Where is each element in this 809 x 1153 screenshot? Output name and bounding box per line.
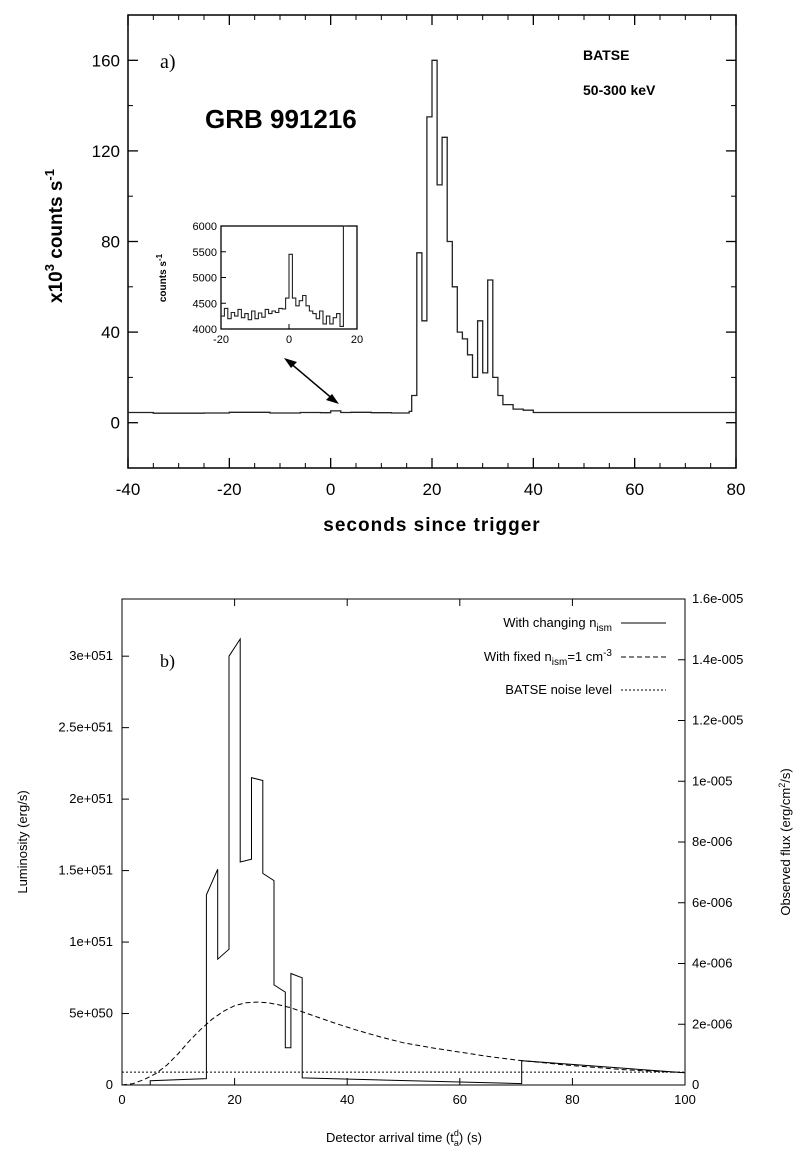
- inset-y-tick-label: 4500: [192, 298, 217, 311]
- b-x-tick-label: 100: [674, 1092, 696, 1107]
- panel-b-label: b): [160, 651, 175, 671]
- panel-a-title: GRB 991216: [205, 104, 357, 134]
- b-y-tick-label: 3e+051: [69, 648, 113, 664]
- b-y-tick-label: 5e+050: [69, 1005, 113, 1021]
- b-y2-tick-label: 1.2e-005: [692, 712, 744, 728]
- a-y-tick-label: 0: [110, 413, 120, 433]
- b-y2-tick-label: 1.4e-005: [692, 651, 744, 667]
- panel-b-y-axis-right: [678, 591, 743, 1092]
- a-x-tick-label: 0: [325, 480, 336, 499]
- b-y-tick-label: 1.5e+051: [58, 862, 113, 878]
- panel-b-y2-label: Observed flux $(erg/cm^2/s)$: [777, 768, 793, 916]
- panel-b-legend: [484, 615, 666, 697]
- panel-b-y-axis-left: [58, 648, 129, 1092]
- b-x-tick-label: 40: [339, 1092, 355, 1107]
- a-x-tick-label: 80: [726, 480, 746, 499]
- panel-a-x-label: seconds since trigger: [323, 515, 541, 536]
- a-x-tick-label: -40: [115, 480, 141, 499]
- panel-b-x-axis: [118, 599, 695, 1107]
- inset-y-tick-label: 4000: [192, 324, 217, 336]
- a-x-tick-label: -20: [217, 480, 242, 499]
- b-x-tick-label: 0: [118, 1092, 126, 1107]
- b-y2-tick-label: 1e-005: [692, 773, 733, 789]
- inset-y-tick-label: 5500: [192, 246, 217, 259]
- legend-label: With fixed $n_{ism}=1$ $cm^{-3}$: [483, 648, 612, 668]
- a-y-tick-label: 40: [101, 323, 120, 343]
- inset-y-label: counts $s^{-1}$: [155, 253, 169, 303]
- a-y-tick-label: 80: [101, 232, 120, 252]
- panel-b-y-label: Luminosity (erg/s): [15, 790, 30, 894]
- inset-x-tick-label: -20: [213, 334, 229, 346]
- b-y2-tick-label: 2e-006: [692, 1016, 733, 1032]
- b-y-tick-label: 2.5e+051: [58, 719, 113, 735]
- panel-a-label: a): [160, 51, 176, 73]
- panel-a: [42, 15, 745, 536]
- legend-label: With changing $n_{ism}$: [503, 615, 612, 634]
- series-line-solid: [150, 639, 685, 1085]
- b-y2-tick-label: 1.6e-005: [692, 591, 744, 606]
- panel-b-x-label: Detector arrival time $(t_ad)$ (s): [325, 1128, 483, 1148]
- a-x-tick-label: 40: [523, 480, 543, 499]
- inset-x-tick-label: 0: [285, 334, 293, 346]
- b-x-tick-label: 60: [452, 1092, 468, 1107]
- inset-pointer-arrow: [284, 358, 339, 404]
- a-y-tick-label: 160: [91, 51, 120, 71]
- a-y-tick-label: 120: [91, 141, 120, 161]
- instrument-label: BATSE: [583, 47, 630, 63]
- panel-b-series: [122, 639, 685, 1085]
- b-x-tick-label: 20: [227, 1092, 242, 1107]
- a-x-tick-label: 60: [625, 480, 645, 499]
- b-y-tick-label: 0: [105, 1077, 113, 1092]
- b-y2-tick-label: 8e-006: [692, 834, 733, 849]
- energy-band-label: 50-300 keV: [583, 82, 656, 98]
- inset-chart: [155, 221, 363, 346]
- panel-b: [15, 591, 793, 1148]
- b-y2-tick-label: 6e-006: [692, 894, 733, 910]
- b-y2-tick-label: 4e-006: [692, 955, 733, 971]
- b-y-tick-label: 1e+051: [69, 934, 113, 950]
- inset-y-tick-label: 6000: [192, 221, 217, 233]
- b-y2-tick-label: 0: [692, 1077, 700, 1092]
- b-x-tick-label: 80: [565, 1092, 580, 1107]
- panel-a-y-label: $x10^3$ counts $s^{-1}$: [42, 169, 67, 303]
- a-x-tick-label: 20: [422, 480, 442, 499]
- inset-x-tick-label: 20: [350, 334, 364, 346]
- inset-y-tick-label: 5000: [192, 272, 217, 285]
- b-y-tick-label: 2e+051: [69, 791, 113, 807]
- legend-label: BATSE noise level: [505, 682, 612, 697]
